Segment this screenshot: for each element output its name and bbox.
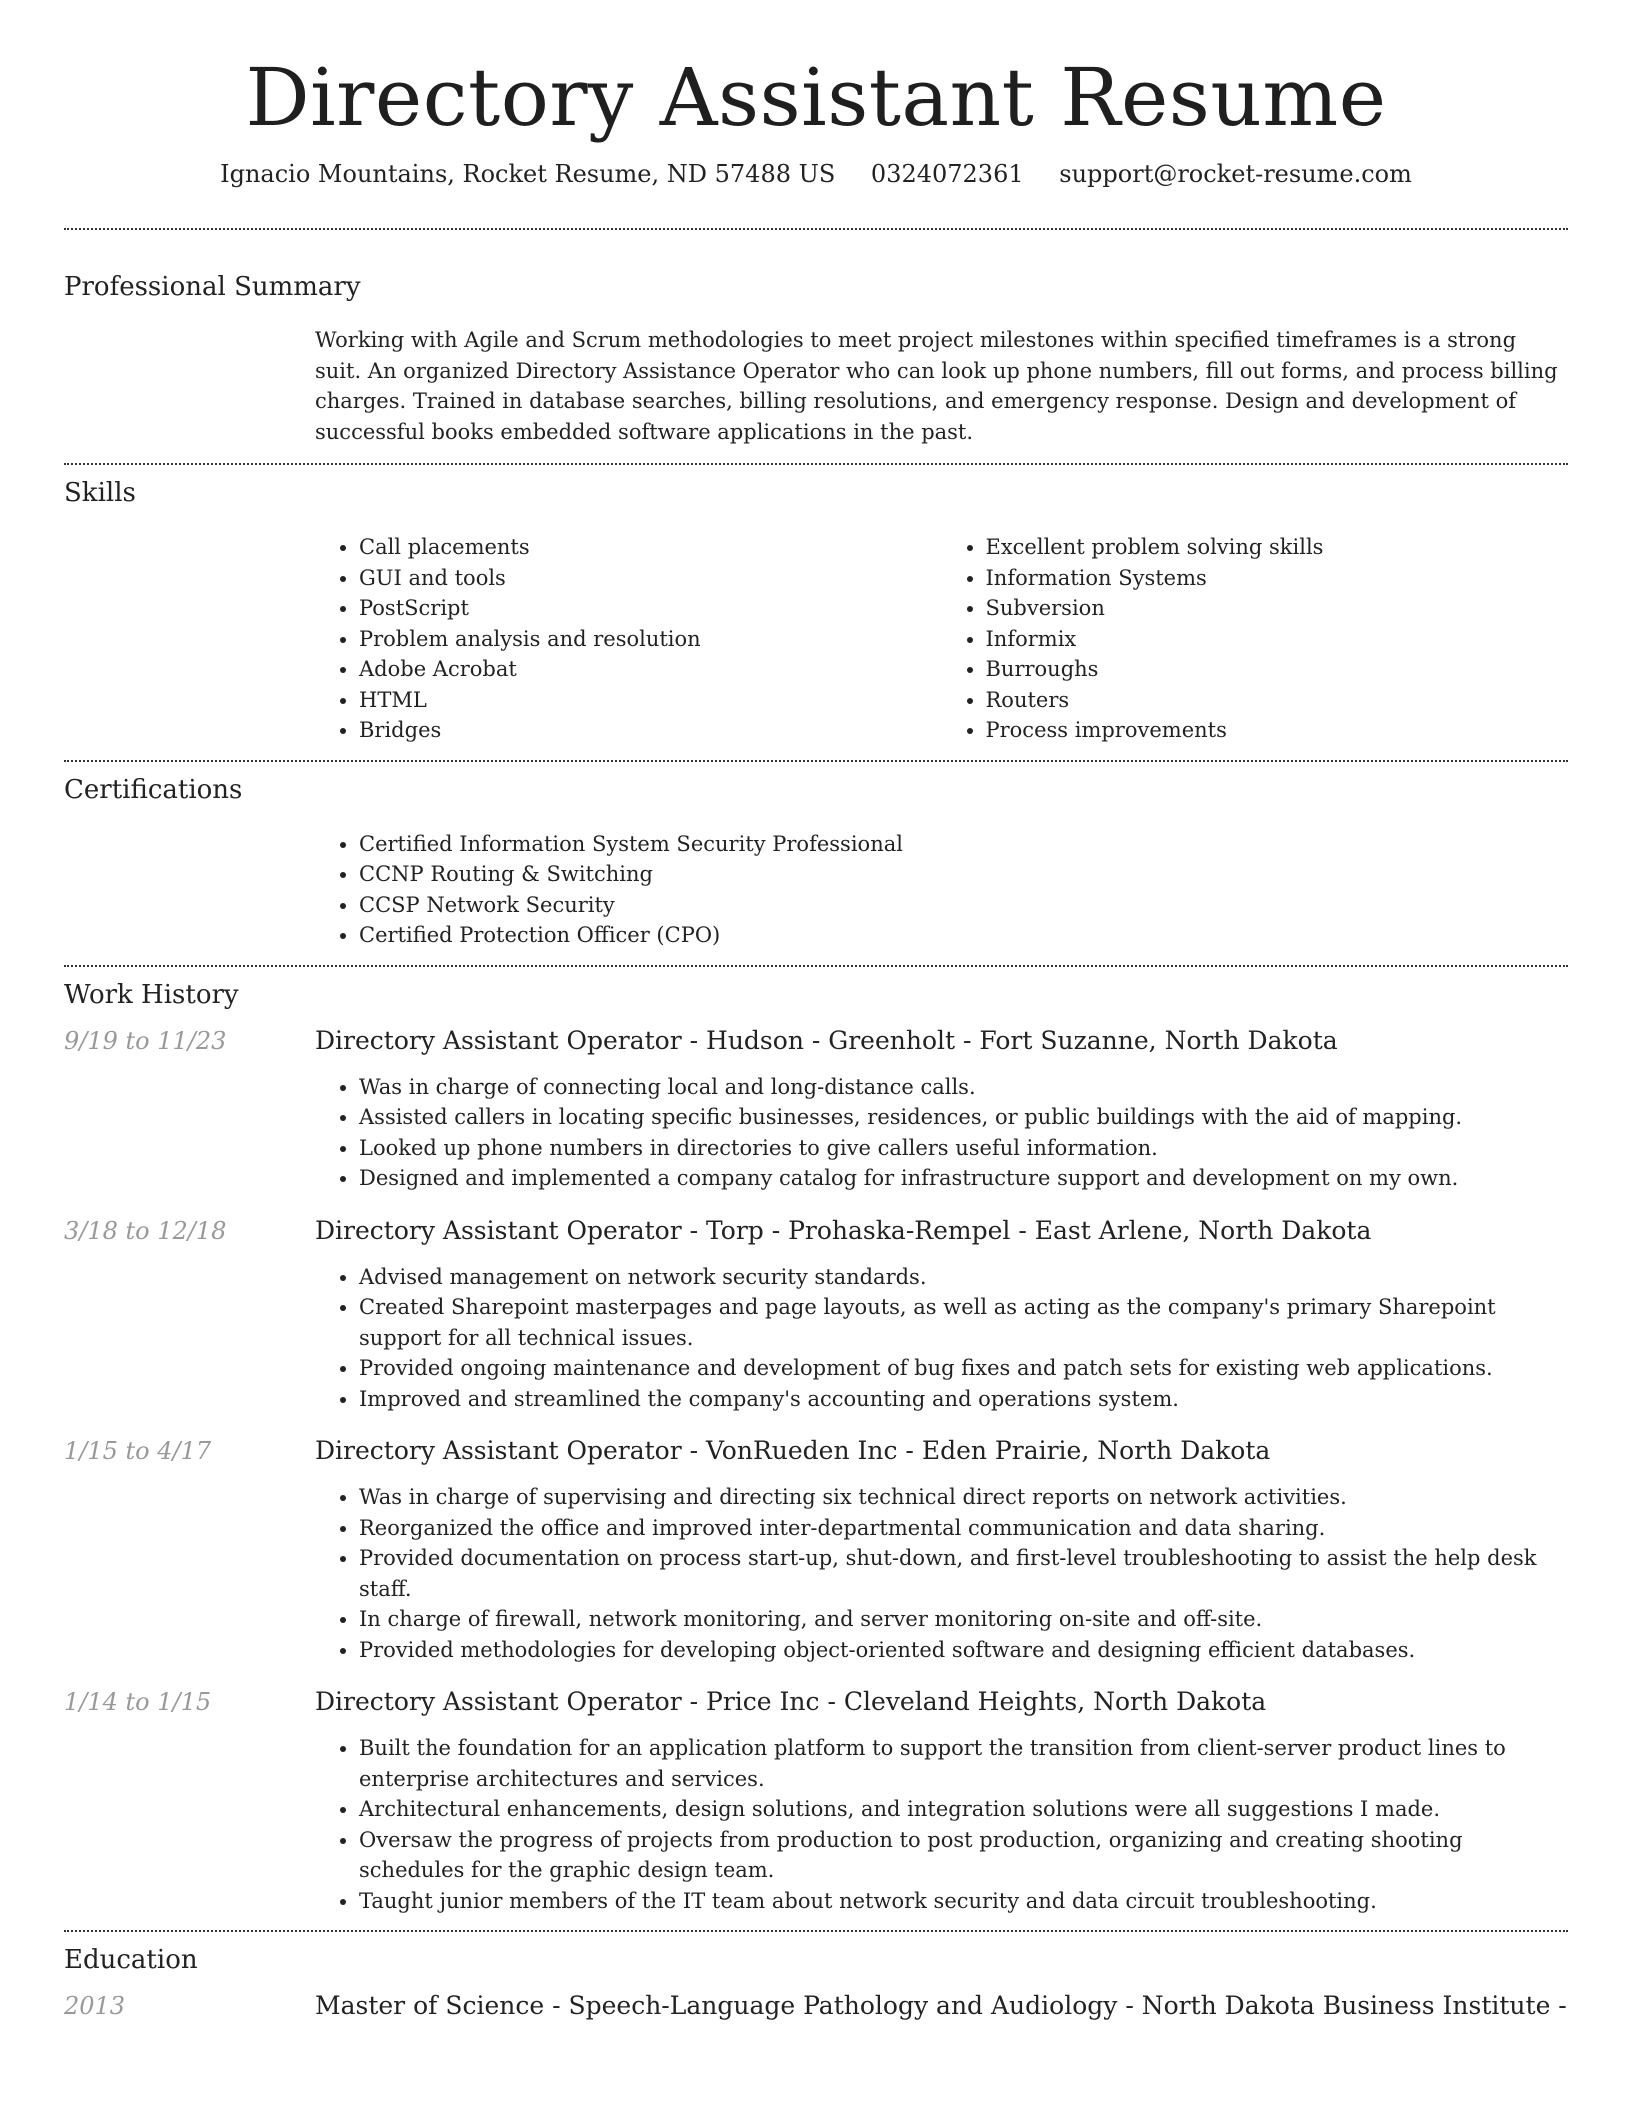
certifications-section: [64, 762, 1568, 951]
skill-item: • Excellent problem solving skills: [986, 532, 1569, 563]
job-bullet: • Looked up phone numbers in directories to give callers useful information.: [359, 1133, 1568, 1164]
contact-line: [64, 160, 1568, 188]
skill-item: • Information Systems: [986, 563, 1569, 594]
job-bullet: • In charge of firewall, network monitoring, and server monitoring on-site and off-site.: [359, 1604, 1568, 1635]
certification-item: • CCNP Routing & Switching: [359, 859, 1568, 890]
job-bullet: • Created Sharepoint masterpages and page layouts, as well as acting as the company's primary Sharepoint support for all technical issues.: [359, 1292, 1568, 1353]
section-heading-certifications: Certifications: [64, 774, 243, 805]
job-bullet: • Improved and streamlined the company's accounting and operations system.: [359, 1384, 1568, 1415]
skill-item: • Call placements: [359, 532, 942, 563]
certification-item: • Certified Information System Security Professional: [359, 829, 1568, 860]
job-bullets: [315, 1262, 1568, 1415]
contact-email: support@rocket-resume.com: [1059, 160, 1412, 188]
education-section: [64, 1932, 1568, 2023]
job-bullet: • Advised management on network security standards.: [359, 1262, 1568, 1293]
skill-item: • Subversion: [986, 593, 1569, 624]
job-entry: [64, 1434, 1568, 1665]
skills-column-2: [942, 532, 1569, 746]
education-title: Master of Science - Speech-Language Pathology and Audiology - North Dakota Business Institute -: [315, 1991, 1567, 2020]
summary-text: Working with Agile and Scrum methodologies to meet project milestones within specified timeframes is a strong suit. An organized Directory Assistance Operator who can look up phone numbers, fill out forms, and process billing charges. Trained in database searches, billing resolutions, and emergency response. Design and development of successful books embedded software applications in the past.: [315, 328, 1558, 444]
skills-column-1: [315, 532, 942, 746]
certifications-list: [315, 829, 1568, 951]
certification-item: • CCSP Network Security: [359, 890, 1568, 921]
education-year: 2013: [64, 1992, 126, 2020]
job-entry: [64, 1685, 1568, 1916]
job-dates: 9/19 to 11/23: [64, 1026, 227, 1055]
job-bullet: • Assisted callers in locating specific businesses, residences, or public buildings with the aid of mapping.: [359, 1102, 1568, 1133]
skill-item: • Problem analysis and resolution: [359, 624, 942, 655]
resume-title: Directory Assistant Resume: [245, 51, 1387, 144]
section-heading-skills: Skills: [64, 478, 136, 508]
skill-item: • Informix: [986, 624, 1569, 655]
job-bullet: • Built the foundation for an application platform to support the transition from client-server product lines to enterprise architectures and services.: [359, 1733, 1568, 1794]
job-bullets: [315, 1733, 1568, 1916]
job-bullet: • Architectural enhancements, design solutions, and integration solutions were all suggestions I made.: [359, 1794, 1568, 1825]
job-bullet: • Taught junior members of the IT team about network security and data circuit troubleshooting.: [359, 1886, 1568, 1917]
job-bullet: • Provided methodologies for developing object-oriented software and designing efficient databases.: [359, 1635, 1568, 1666]
job-title: Directory Assistant Operator - Price Inc - Cleveland Heights, North Dakota: [315, 1687, 1267, 1716]
job-dates: 3/18 to 12/18: [64, 1216, 227, 1245]
skill-item: • PostScript: [359, 593, 942, 624]
section-heading-work-history: Work History: [64, 979, 239, 1010]
education-entry: [64, 1989, 1568, 2023]
job-bullet: • Was in charge of supervising and directing six technical direct reports on network activities.: [359, 1482, 1568, 1513]
skill-item: • Bridges: [359, 715, 942, 746]
job-title: Directory Assistant Operator - VonRueden Inc - Eden Prairie, North Dakota: [315, 1436, 1271, 1465]
job-dates: 1/14 to 1/15: [64, 1688, 212, 1716]
job-bullets: [315, 1482, 1568, 1665]
work-history-section: [64, 967, 1568, 1917]
job-bullet: • Designed and implemented a company catalog for infrastructure support and development on my own.: [359, 1163, 1568, 1194]
skills-section: [64, 465, 1568, 746]
job-entry: [64, 1024, 1568, 1194]
certification-item: • Certified Protection Officer (CPO): [359, 920, 1568, 951]
skill-item: • Process improvements: [986, 715, 1569, 746]
section-heading-education: Education: [64, 1945, 198, 1975]
skill-item: • GUI and tools: [359, 563, 942, 594]
skill-item: • HTML: [359, 685, 942, 716]
job-dates: 1/15 to 4/17: [64, 1437, 212, 1465]
section-heading-summary: Professional Summary: [64, 272, 361, 302]
contact-address: Ignacio Mountains, Rocket Resume, ND 57488 US: [220, 160, 836, 188]
job-title: Directory Assistant Operator - Hudson - Greenholt - Fort Suzanne, North Dakota: [315, 1025, 1338, 1055]
skill-item: • Adobe Acrobat: [359, 654, 942, 685]
job-bullet: • Provided ongoing maintenance and development of bug fixes and patch sets for existing web applications.: [359, 1353, 1568, 1384]
job-bullet: • Was in charge of connecting local and long-distance calls.: [359, 1072, 1568, 1103]
resume-page: [64, 0, 1568, 2023]
job-title: Directory Assistant Operator - Torp - Prohaska-Rempel - East Arlene, North Dakota: [315, 1215, 1372, 1245]
job-bullet: • Oversaw the progress of projects from production to post production, organizing and creating shooting schedules for the graphic design team.: [359, 1825, 1568, 1886]
summary-section: [64, 230, 1568, 447]
job-entry: [64, 1214, 1568, 1415]
job-bullet: • Provided documentation on process start-up, shut-down, and first-level troubleshooting to assist the help desk staff.: [359, 1543, 1568, 1604]
contact-phone: 0324072361: [870, 160, 1024, 188]
skills-list: [315, 532, 1568, 746]
skill-item: • Routers: [986, 685, 1569, 716]
job-bullet: • Reorganized the office and improved inter-departmental communication and data sharing.: [359, 1513, 1568, 1544]
skill-item: • Burroughs: [986, 654, 1569, 685]
job-bullets: [315, 1072, 1568, 1194]
